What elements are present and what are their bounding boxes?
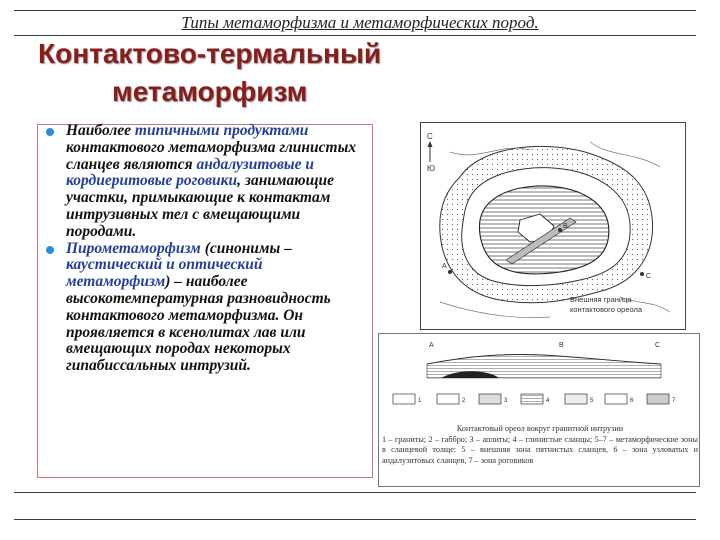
list-item — [38, 123, 364, 241]
point-c-marker — [640, 272, 644, 276]
caption-text: 1 – граниты; 2 – габбро; 3 – аплиты; 4 – глинистые сланцы; 5–7 – метаморфические зоны в сланцевой толще: 5 – внешняя зона пятнистых сланцев, 6 – зона узловатых и андалузитовых сланцев, 7 – зона роговиков — [382, 434, 698, 465]
legend — [393, 394, 676, 404]
bullet-icon — [46, 246, 54, 254]
point-a-label: А — [442, 263, 447, 270]
legend-number-1: 1 — [418, 398, 422, 404]
bullet-text: (синонимы – — [200, 239, 292, 257]
bullet-list — [38, 123, 364, 375]
cross-section — [379, 334, 699, 424]
boundary-label-2: контактового ореола — [570, 305, 643, 314]
list-item — [38, 241, 364, 375]
point-b-label: В — [563, 223, 568, 230]
legend-number-7: 7 — [672, 398, 676, 404]
legend-number-6: 6 — [630, 398, 634, 404]
legend-swatch-1 — [393, 394, 415, 404]
highlight-term: Пирометаморфизм — [66, 239, 201, 257]
highlight-term: типичными продуктами — [134, 122, 309, 139]
bullet-text: , занимающие участки, примыкающие к контактам интрузивных тел с вмещающими породами. — [66, 172, 335, 240]
highlight-term: андалузитовые и кордиеритовые роговики — [66, 155, 314, 190]
slide-header: Типы метаморфизма и метаморфических пород. — [181, 13, 539, 32]
legend-number-2: 2 — [462, 398, 466, 404]
bullet-text: Наиболее — [66, 122, 135, 139]
section-label-c: C — [655, 342, 661, 349]
section-label-b: B — [559, 342, 564, 349]
footer-rule — [14, 519, 696, 520]
bottom-rule — [14, 492, 696, 493]
figure-caption — [382, 424, 698, 466]
top-rule — [14, 10, 696, 11]
point-a-marker — [448, 270, 452, 274]
legend-swatch-6 — [605, 394, 627, 404]
bullet-text: ) – наиболее высокотемпературная разновидность контактового метаморфизма. Он проявляется в ксенолитах лав или вмещающих породах некоторых гипабиссальных интрузий. — [66, 273, 331, 375]
legend-swatch-5 — [565, 394, 587, 404]
title-line-1: Контактово-термальный — [38, 38, 382, 69]
compass-south: Ю — [427, 164, 436, 173]
caption-title: Контактовый ореол вокруг гранитной интрузии — [456, 424, 624, 433]
compass-north: С — [427, 132, 433, 141]
legend-swatch-4 — [521, 394, 543, 404]
header-rule — [14, 35, 696, 36]
point-c-label: С — [646, 273, 652, 280]
section-label-a: A — [429, 342, 434, 349]
legend-number-4: 4 — [546, 398, 550, 404]
boundary-label-1: Внешняя граница — [570, 295, 632, 304]
legend-number-5: 5 — [590, 398, 594, 404]
bullet-text: контактового метаморфизма глинистых сланцев являются — [66, 138, 357, 173]
point-b-marker — [558, 228, 562, 232]
legend-swatch-7 — [647, 394, 669, 404]
legend-swatch-3 — [479, 394, 501, 404]
bullet-icon — [46, 128, 54, 136]
legend-swatch-2 — [437, 394, 459, 404]
contact-aureole-map — [420, 122, 686, 330]
title-line-2: метаморфизм — [112, 76, 308, 107]
legend-number-3: 3 — [504, 398, 508, 404]
highlight-term: каустический и оптический метаморфизм — [66, 256, 263, 291]
